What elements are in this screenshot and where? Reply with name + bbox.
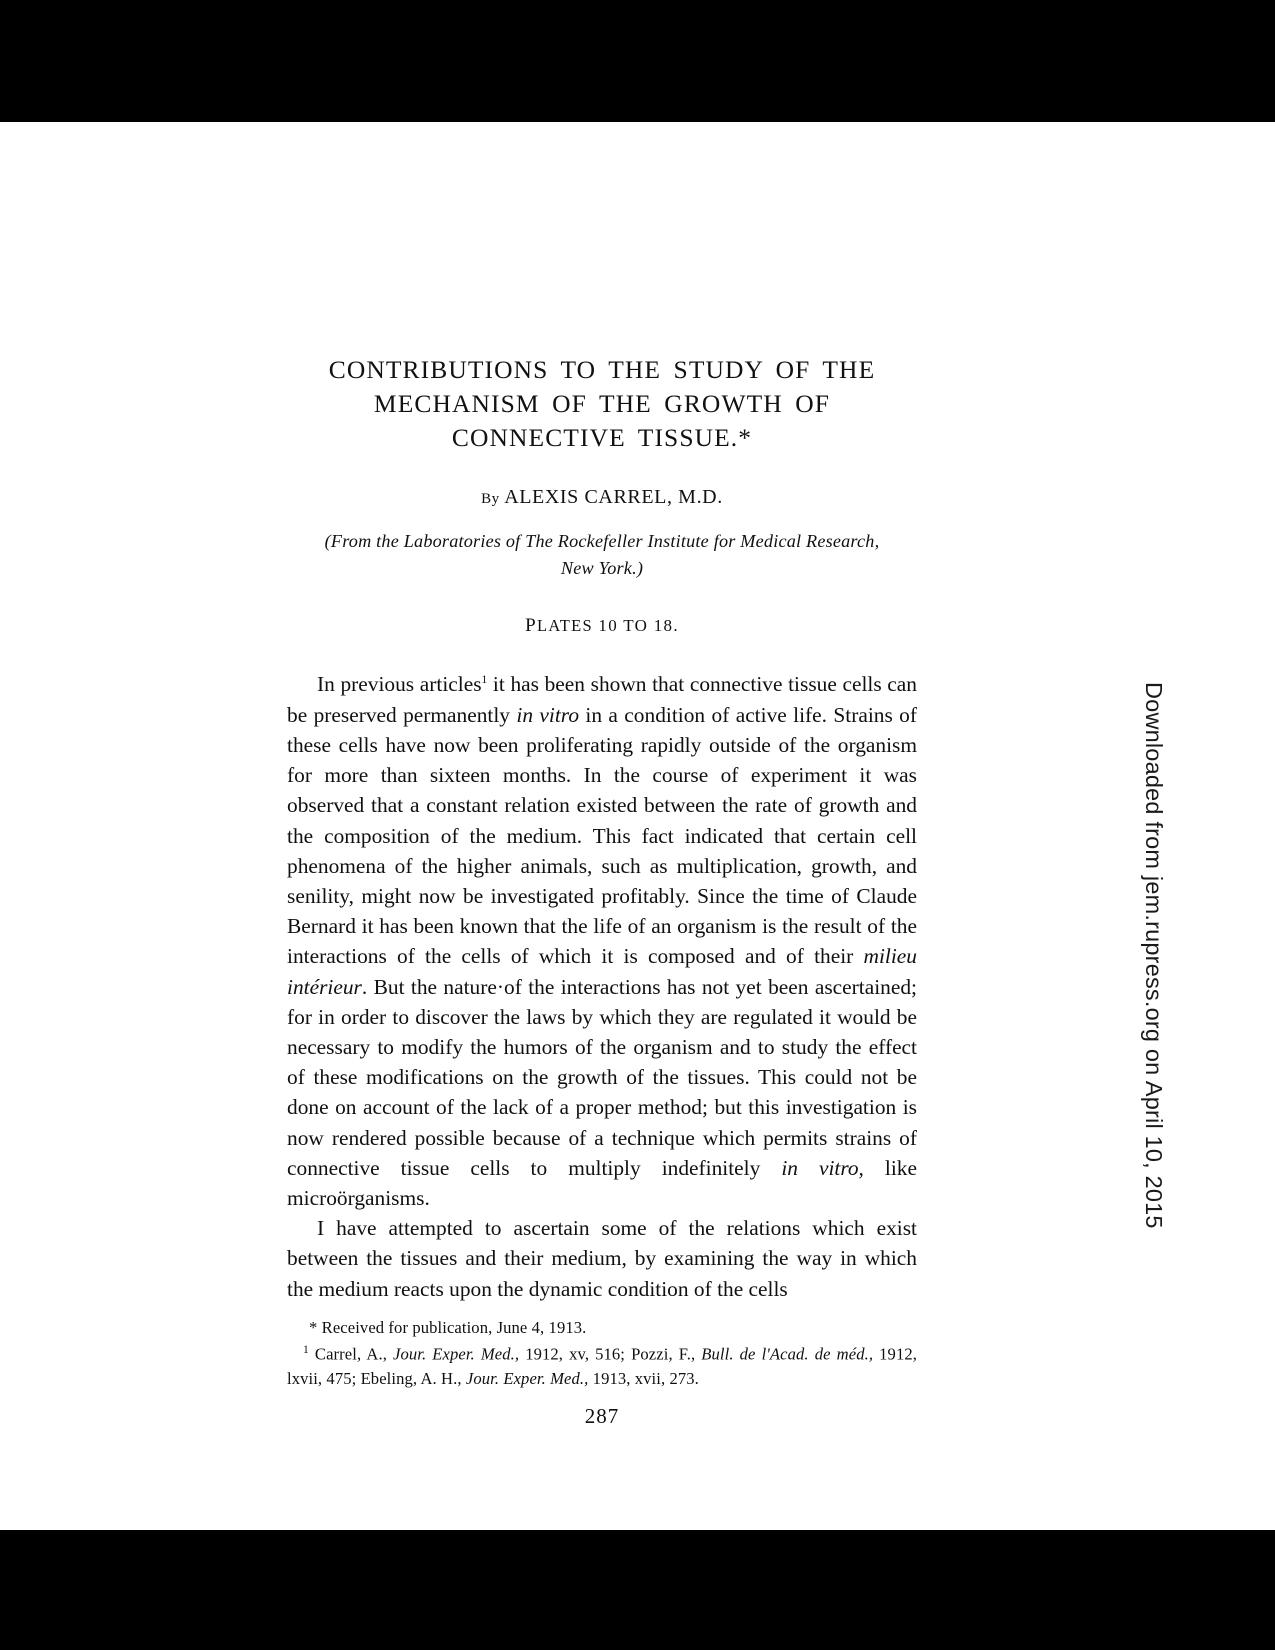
author-affiliation	[287, 528, 917, 582]
ref-segment-1: Carrel, A.,	[308, 1344, 393, 1364]
para1-segment-4: . But the nature·of the interactions has not yet been ascertained; for in order to discover the laws by which they are regulated it would be necessary to modify the humors of the organism and to study the effect of these modifications on the growth of the tissues. This could not be done on account of the lack of a proper method; but this investigation is now rendered possible because of a technique which permits strains of connective tissue cells to multiply indefinitely	[287, 974, 917, 1180]
plates-initial: P	[525, 615, 537, 637]
footnote-received-date	[287, 1316, 917, 1340]
para1-italic-milieu-interieur: milieu intérieur	[287, 944, 917, 999]
plates-word: LATES	[536, 616, 593, 636]
body-paragraph-2: I have attempted to ascertain some of the relations which exist between the tissues and their medium, by examining the way in which the medium reacts upon the dynamic condition of the cells	[287, 1216, 917, 1301]
text-column	[287, 332, 917, 1429]
scanned-page-sheet	[0, 122, 1275, 1530]
footnote-marker-1: 1	[481, 674, 488, 687]
footnote-star-mark: *	[309, 1317, 318, 1337]
para1-segment-2: it has been shown that connective tissue cells can be preserved permanently	[287, 672, 917, 727]
footnotes-block	[287, 1316, 917, 1390]
ref-segment-4: 1913, xvii, 273.	[588, 1368, 699, 1388]
para1-italic-in-vitro-1: in vitro	[516, 702, 580, 727]
author-byline	[287, 486, 917, 509]
plates-note	[287, 615, 917, 637]
ref-segment-2: 1912, xv, 516; Pozzi, F.,	[519, 1344, 702, 1364]
footnote-reference-1	[287, 1339, 917, 1390]
byline-author-name: ALEXIS CARREL, M.D.	[504, 486, 723, 509]
download-source-watermark: Downloaded from jem.rupress.org on April 10, 2015	[1141, 682, 1167, 1229]
para1-segment-3: in a condition of active life. Strains of these cells have now been proliferating rapidly outside of the organism for more than sixteen months. In the course of experiment it was observed that a constant relation existed between the rate of growth and the composition of the medium. This fact indicated that certain cell phenomena of the higher animals, such as multiplication, growth, and senility, might now be investigated profitably. Since the time of Claude Bernard it has been known that the life of an organism is the result of the interactions of the cells of which it is composed and of their	[287, 702, 917, 969]
ref-italic-journal-3: Jour. Exper. Med.,	[465, 1368, 589, 1388]
page-title	[287, 353, 917, 455]
page-number: 287	[584, 1404, 620, 1429]
para1-segment-1: In previous articles	[317, 672, 482, 697]
affiliation-line-1: (From the Laboratories of The Rockefeller Institute for Medical Research,	[324, 531, 880, 552]
byline-prefix: By	[481, 491, 500, 508]
affiliation-line-2: New York.)	[560, 558, 644, 579]
body-paragraph-1	[287, 665, 917, 1213]
ref-segment-3: 1912, lxvii, 475; Ebeling, A. H.,	[287, 1344, 917, 1388]
ref-italic-journal-1: Jour. Exper. Med.,	[393, 1344, 520, 1364]
title-line-3: CONNECTIVE TISSUE.*	[451, 423, 753, 453]
footnote-ref-mark: 1	[303, 1344, 309, 1357]
title-line-1: CONTRIBUTIONS TO THE STUDY OF THE	[328, 355, 876, 385]
plates-range: 10 TO 18.	[598, 616, 679, 636]
ref-italic-journal-2: Bull. de l'Acad. de méd.,	[701, 1344, 874, 1364]
para1-segment-5: like microörganisms.	[287, 1155, 917, 1211]
title-line-2: MECHANISM OF THE GROWTH OF	[373, 389, 831, 419]
para1-italic-in-vitro-2: in vitro,	[781, 1155, 864, 1180]
footnote-star-text: Received for publication, June 4, 1913.	[317, 1317, 587, 1337]
